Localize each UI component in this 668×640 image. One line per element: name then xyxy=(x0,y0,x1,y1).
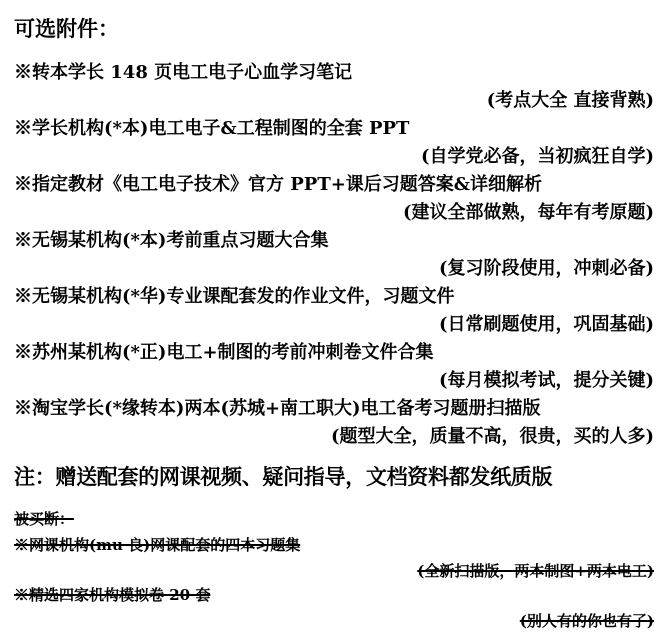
item-3-title: ※指定教材《电工电子技术》官方 PPT+课后习题答案&详细解析 xyxy=(14,174,543,195)
item-4-note: (复习阶段使用，冲刺必备) xyxy=(438,258,654,279)
optional-attachments-heading: 可选附件： xyxy=(14,17,119,41)
item-1-note: (考点大全 直接背熟) xyxy=(486,90,654,111)
item-5-title: ※无锡某机构(*华)专业课配套发的作业文件，习题文件 xyxy=(14,286,455,307)
item-1-title: ※转本学长 148 页电工电子心血学习笔记 xyxy=(14,62,353,83)
struck-item-2-title: ※精选四家机构模拟卷 20 套 xyxy=(14,586,211,604)
bought-out-label: 被买断： xyxy=(14,510,75,528)
item-2-title: ※学长机构(*本)电工电子&工程制图的全套 PPT xyxy=(14,118,410,139)
item-7-note: (题型大全，质量不高，很贵，买的人多) xyxy=(330,426,654,447)
item-4-title: ※无锡某机构(*本)考前重点习题大合集 xyxy=(14,230,329,251)
gift-notice: 注：赠送配套的网课视频、疑问指导，文档资料都发纸质版 xyxy=(14,465,553,489)
item-2-note: (自学党必备，当初疯狂自学) xyxy=(420,146,654,167)
item-3-note: (建议全部做熟，每年有考原题) xyxy=(402,202,654,223)
struck-item-1-title: ※网课机构(mu 良)网课配套的四本习题集 xyxy=(14,536,301,554)
item-6-note: (每月模拟考试，提分关键) xyxy=(438,370,654,391)
item-7-title: ※淘宝学长(*缘转本)两本(苏城+南工职大)电工备考习题册扫描版 xyxy=(14,398,541,419)
struck-item-1-note: (全新扫描版，两本制图+两本电工) xyxy=(417,562,654,580)
struck-item-2-note: (别人有的你也有了) xyxy=(519,612,654,630)
item-6-title: ※苏州某机构(*正)电工+制图的考前冲刺卷文件合集 xyxy=(14,342,434,363)
item-5-note: (日常刷题使用，巩固基础) xyxy=(438,314,654,335)
